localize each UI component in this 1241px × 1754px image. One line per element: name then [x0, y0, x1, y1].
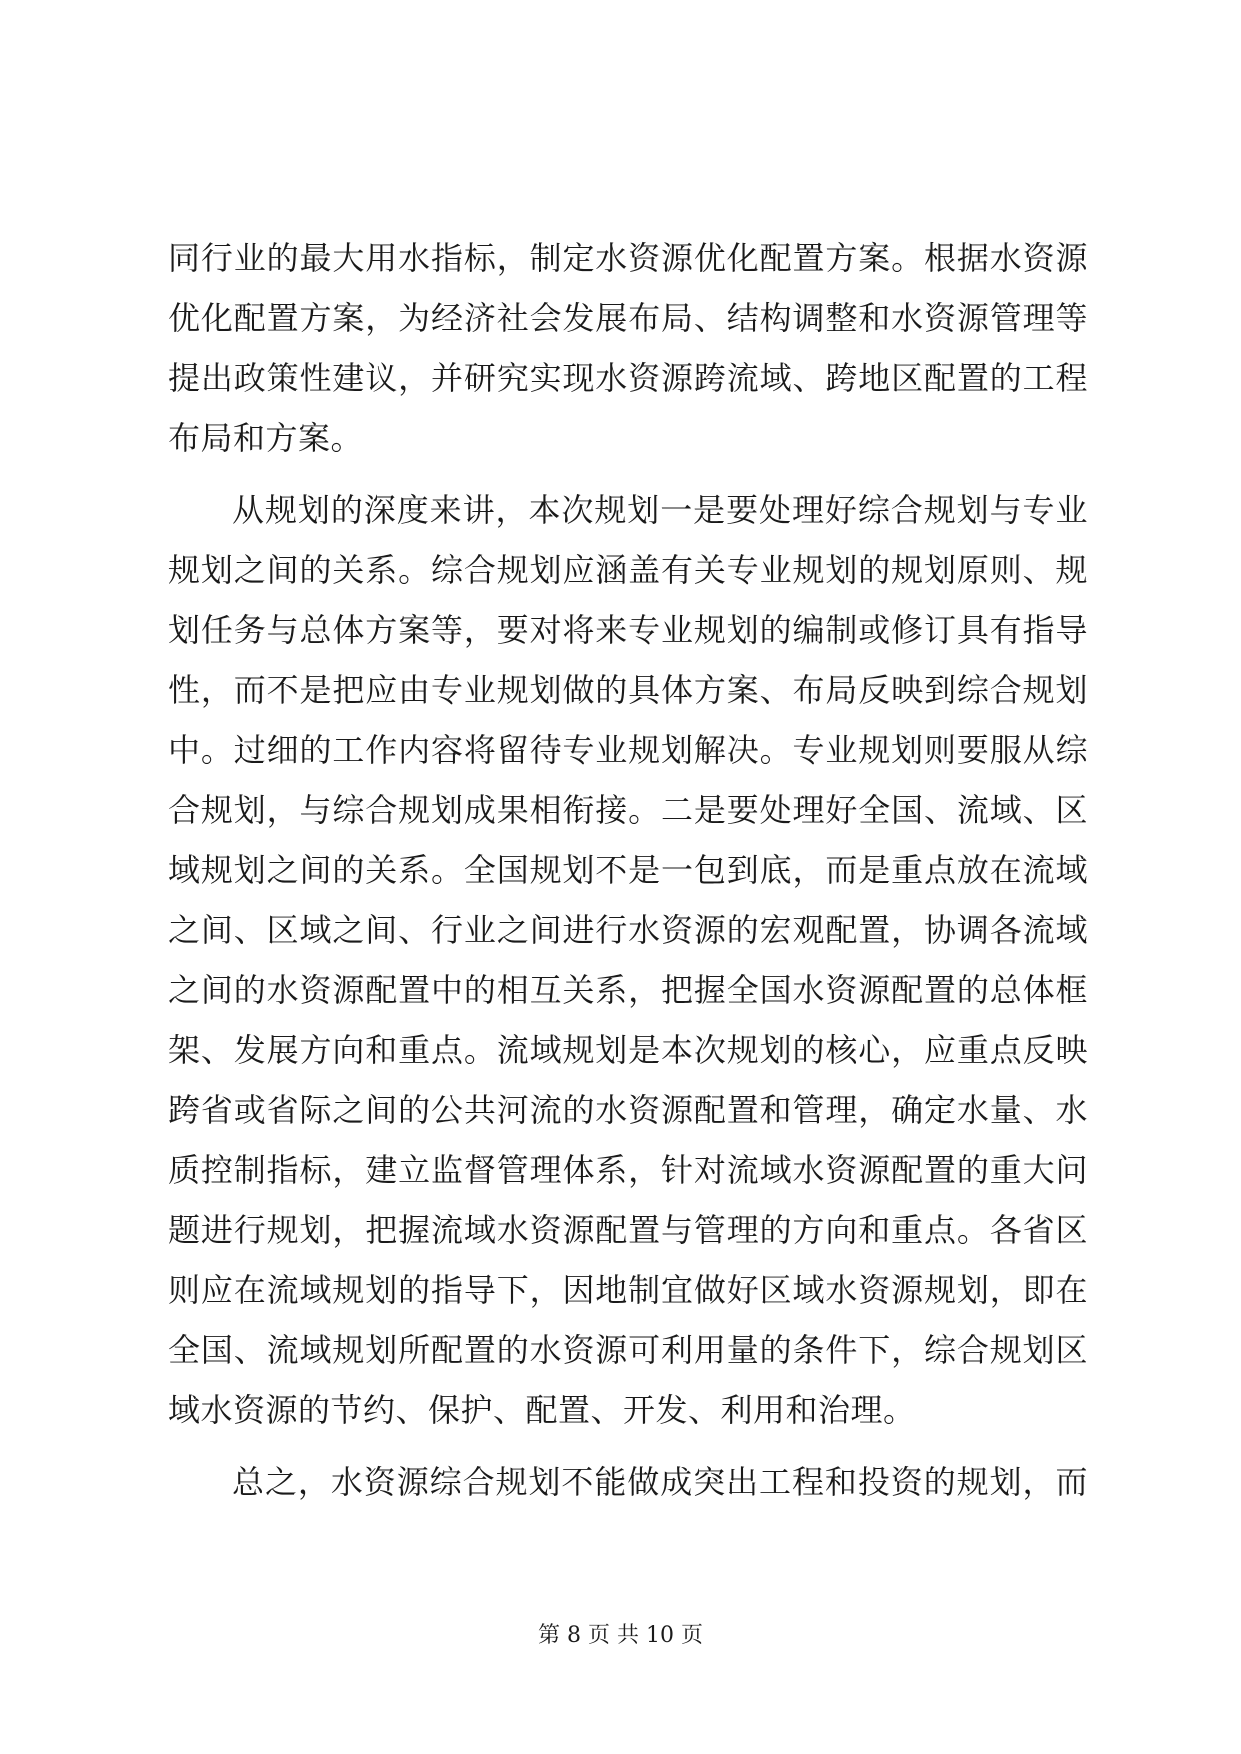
- text-line: 性，而不是把应由专业规划做的具体方案、布局反映到综合规划: [168, 671, 1088, 709]
- page-number-footer: 第 8 页 共 10 页: [538, 1623, 703, 1648]
- text-line: 从规划的深度来讲，本次规划一是要处理好综合规划与专业: [232, 491, 1088, 529]
- paragraph: [168, 480, 1088, 1440]
- text-line: 跨省或省际之间的公共河流的水资源配置和管理，确定水量、水: [168, 1091, 1088, 1129]
- paragraph: [168, 1452, 1088, 1512]
- text-line: 提出政策性建议，并研究实现水资源跨流域、跨地区配置的工程: [168, 359, 1088, 397]
- text-line: 之间的水资源配置中的相互关系，把握全国水资源配置的总体框: [168, 971, 1088, 1009]
- text-line: 合规划，与综合规划成果相衔接。二是要处理好全国、流域、区: [168, 791, 1088, 829]
- paragraph: [168, 228, 1088, 468]
- text-line: 质控制指标，建立监督管理体系，针对流域水资源配置的重大问: [168, 1151, 1088, 1189]
- text-line: 布局和方案。: [168, 419, 364, 457]
- text-line: 域水资源的节约、保护、配置、开发、利用和治理。: [168, 1391, 916, 1429]
- text-line: 划任务与总体方案等，要对将来专业规划的编制或修订具有指导: [168, 611, 1088, 649]
- text-line: 优化配置方案，为经济社会发展布局、结构调整和水资源管理等: [168, 299, 1088, 337]
- text-line: 题进行规划，把握流域水资源配置与管理的方向和重点。各省区: [168, 1211, 1088, 1249]
- text-line: 架、发展方向和重点。流域规划是本次规划的核心，应重点反映: [168, 1031, 1088, 1069]
- text-line: 全国、流域规划所配置的水资源可利用量的条件下，综合规划区: [168, 1331, 1088, 1369]
- text-line: 域规划之间的关系。全国规划不是一包到底，而是重点放在流域: [168, 851, 1088, 889]
- document-body: [168, 228, 1088, 1512]
- text-line: 规划之间的关系。综合规划应涵盖有关专业规划的规划原则、规: [168, 551, 1088, 589]
- text-line: 总之，水资源综合规划不能做成突出工程和投资的规划，而: [232, 1463, 1088, 1501]
- text-line: 之间、区域之间、行业之间进行水资源的宏观配置，协调各流域: [168, 911, 1088, 949]
- text-line: 则应在流域规划的指导下，因地制宜做好区域水资源规划，即在: [168, 1271, 1088, 1309]
- text-line: 中。过细的工作内容将留待专业规划解决。专业规划则要服从综: [168, 731, 1088, 769]
- text-line: 同行业的最大用水指标，制定水资源优化配置方案。根据水资源: [168, 239, 1088, 277]
- paragraph-spacer: [168, 468, 1088, 480]
- paragraph-spacer: [168, 1440, 1088, 1452]
